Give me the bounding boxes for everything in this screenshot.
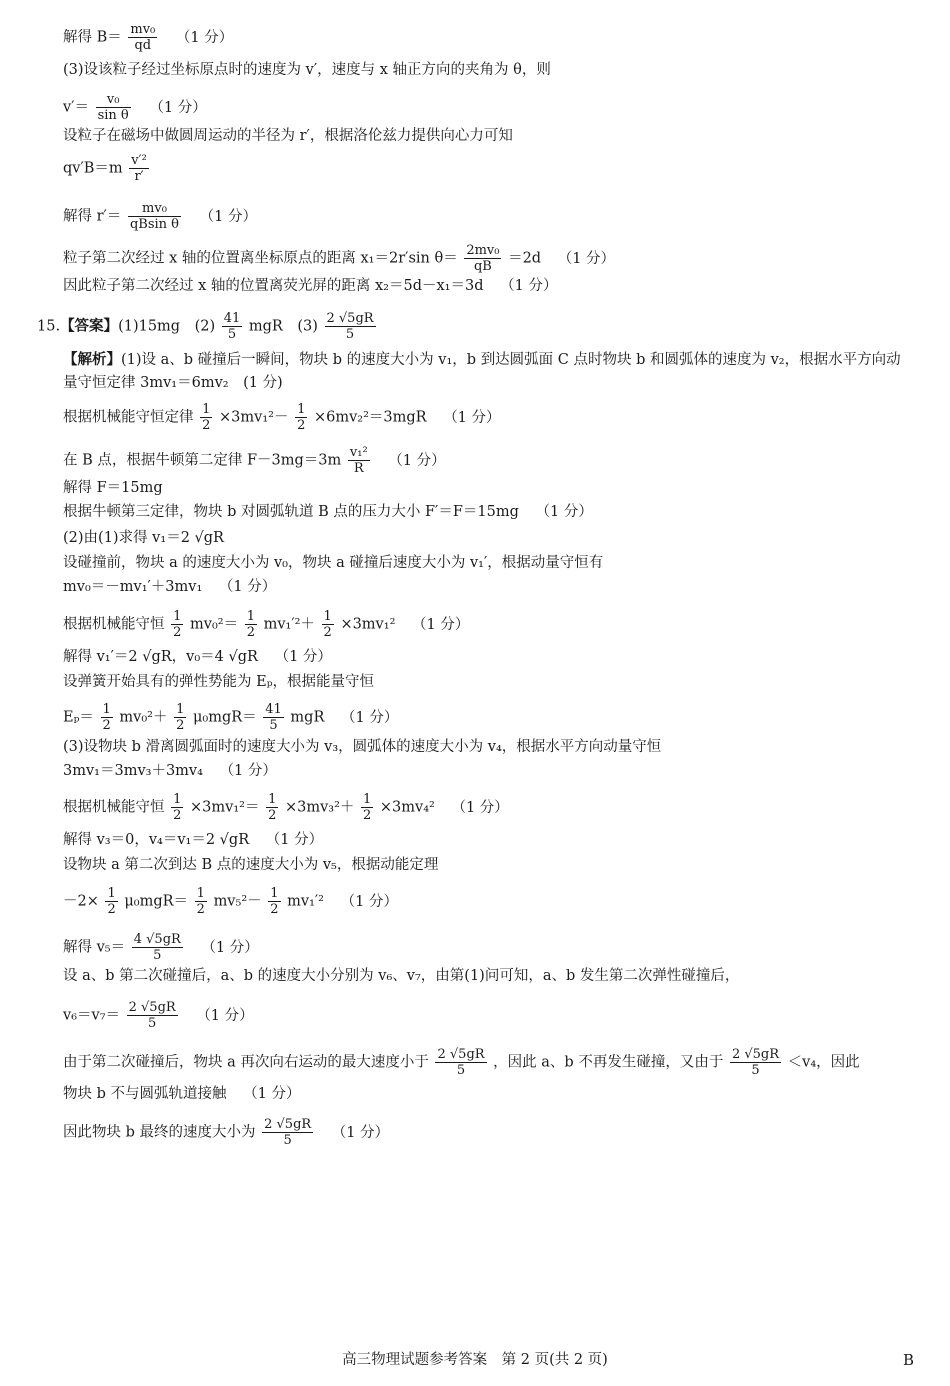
line-momentum-2: [63, 577, 276, 597]
text: mv₅²－: [213, 893, 262, 910]
numerator: 2 √5gR: [264, 1117, 312, 1132]
fraction: [171, 609, 183, 640]
line-energy-1: [63, 402, 501, 433]
score: （1 分）: [201, 939, 259, 956]
text: Eₚ＝: [63, 709, 94, 726]
denominator: 2: [196, 902, 205, 917]
denominator: qBsin θ: [129, 217, 179, 232]
line-solve-v5: [63, 932, 259, 963]
fraction: [266, 792, 278, 823]
denominator: 5: [269, 718, 278, 733]
page-footer: 高三物理试题参考答案 第 2 页(共 2 页): [342, 1352, 608, 1368]
numerator: 41: [223, 311, 241, 326]
line-spring-intro: 设弹簧开始具有的弹性势能为 Eₚ，根据能量守恒: [63, 674, 374, 690]
line-part3b-intro: (3)设物块 b 滑离圆弧面时的速度大小为 v₃，圆弧体的速度大小为 v₄，根据水平方向动量守恒: [63, 739, 662, 755]
fraction: [268, 886, 280, 917]
denominator: 2: [323, 625, 332, 640]
score: （1 分）: [331, 1124, 390, 1141]
text: (1)15mg (2): [118, 318, 216, 335]
line-energy-2: [63, 609, 469, 640]
text: 根据牛顿第三定律，物块 b 对圆弧轨道 B 点的压力大小 F′＝F＝15mg: [63, 504, 519, 520]
fraction: [129, 153, 149, 184]
numerator: 1: [297, 402, 306, 417]
fraction: [96, 92, 131, 123]
numerator: 2mv₀: [466, 243, 500, 258]
text: mgR (3): [248, 318, 318, 335]
score: （1 分）: [500, 278, 558, 294]
denominator: 2: [173, 625, 182, 640]
fraction: [200, 402, 212, 433]
denominator: qB: [473, 259, 492, 274]
line-work-energy: [63, 886, 398, 917]
line-conclusion-2: [63, 1084, 300, 1104]
line-analysis-1: [63, 348, 913, 395]
text: mv₀²＋: [119, 709, 168, 726]
text: mgR: [290, 709, 325, 726]
fraction: [245, 609, 257, 640]
denominator: 2: [176, 718, 185, 733]
denominator: 5: [283, 1133, 292, 1148]
line-Ep: [63, 702, 398, 733]
denominator: 5: [148, 1016, 157, 1031]
text: mv₀＝－mv₁′＋3mv₁: [63, 579, 203, 595]
numerator: 2 √5gR: [326, 311, 374, 326]
text: 解得 v₁′＝2 √gR，v₀＝4 √gR: [63, 649, 258, 665]
fraction: [127, 1000, 178, 1031]
score: （1 分）: [340, 709, 399, 726]
text: ×3mv₃²＋: [284, 799, 355, 816]
denominator: 5: [456, 1063, 466, 1078]
line-part2-v1: (2)由(1)求得 v₁＝2 √gR: [63, 530, 224, 546]
question-number: 15.: [37, 318, 61, 335]
fraction: [195, 886, 207, 917]
paper-version-mark: B: [903, 1351, 915, 1369]
text: 根据机械能守恒定律: [63, 409, 194, 426]
score: （1 分）: [243, 1086, 301, 1102]
numerator: 1: [107, 886, 116, 901]
score: （1 分）: [412, 616, 470, 633]
denominator: 2: [270, 902, 279, 917]
line-energy-3: [63, 792, 509, 823]
numerator: 1: [173, 792, 182, 807]
text: 由于第二次碰撞后，物块 a 再次向右运动的最大速度小于: [63, 1054, 429, 1071]
numerator: v₀: [96, 92, 131, 108]
fraction: [348, 445, 370, 476]
fraction: [171, 792, 183, 823]
numerator: 1: [202, 402, 211, 417]
text: －2×: [63, 893, 99, 910]
denominator: R: [353, 461, 364, 476]
line-newton2: [63, 445, 446, 476]
line-v-prime: [63, 92, 207, 123]
score: （1 分）: [443, 409, 501, 426]
line-solve-v3: [63, 830, 323, 850]
numerator: 2 √5gR: [128, 1000, 176, 1015]
numerator: 2 √5gR: [437, 1047, 485, 1062]
denominator: sin θ: [97, 108, 129, 123]
numerator: 2 √5gR: [731, 1047, 780, 1062]
text: 解得 r′＝: [63, 208, 122, 225]
score: （1 分）: [175, 29, 234, 46]
fraction: [101, 702, 113, 733]
text: μ₀mgR＝: [124, 893, 189, 910]
text: 3mv₁＝3mv₃＋3mv₄: [63, 763, 203, 779]
text: mv₁′²: [287, 893, 324, 910]
score: （1 分）: [199, 208, 257, 225]
score: （1 分）: [219, 763, 277, 779]
text: ×3mv₁²－: [219, 409, 289, 426]
denominator: 2: [297, 418, 306, 433]
score: （1 分）: [535, 504, 593, 520]
fraction: [128, 22, 157, 53]
fraction: [730, 1047, 781, 1078]
fraction: [262, 1117, 313, 1148]
text: mv₁′²＋: [263, 616, 315, 633]
fraction: [325, 311, 376, 342]
numerator: 1: [176, 702, 185, 717]
denominator: 2: [107, 902, 116, 917]
text: 粒子第二次经过 x 轴的位置离坐标原点的距离 x₁＝2r′sin θ＝: [63, 250, 458, 267]
line-conclusion-1: [63, 1047, 860, 1078]
text: μ₀mgR＝: [192, 709, 257, 726]
text: v′＝: [63, 99, 89, 116]
score: （1 分）: [274, 649, 332, 665]
fraction: [322, 609, 334, 640]
text: v₆＝v₇＝: [63, 1007, 121, 1024]
score: （1 分）: [557, 250, 616, 267]
numerator: 1: [196, 886, 205, 901]
line-solve-B: [63, 22, 233, 53]
line-lorentz: [63, 153, 151, 184]
line-radius-intro: 设粒子在磁场中做圆周运动的半径为 r′，根据洛伦兹力提供向心力可知: [63, 128, 513, 144]
numerator: 41: [265, 702, 282, 717]
numerator: 1: [102, 702, 111, 717]
denominator: 5: [227, 327, 237, 342]
text: mv₀²＝: [190, 616, 239, 633]
text: ＝2d: [508, 250, 542, 267]
numerator: 1: [246, 609, 255, 624]
line-x1: [63, 243, 615, 274]
text: ，因此 a、b 不再发生碰撞，又由于: [493, 1054, 724, 1071]
score: （1 分）: [340, 893, 398, 910]
score: （1 分）: [388, 452, 446, 469]
denominator: 2: [268, 808, 277, 823]
fraction: [128, 201, 181, 232]
line-v5-intro: 设物块 a 第二次到达 B 点的速度大小为 v₅，根据动能定理: [63, 857, 439, 873]
text: 解得 v₃＝0，v₄＝v₁＝2 √gR: [63, 832, 250, 848]
numerator: 1: [268, 792, 277, 807]
line-solve-v0: [63, 647, 332, 667]
denominator: 2: [102, 718, 111, 733]
text: 解得 v₅＝: [63, 939, 126, 956]
text: 在 B 点，根据牛顿第二定律 F－3mg＝3m: [63, 452, 342, 469]
denominator: 5: [751, 1063, 760, 1078]
score: （1 分）: [149, 99, 207, 116]
denominator: 2: [363, 808, 372, 823]
denominator: 5: [153, 948, 162, 963]
fraction: [361, 792, 373, 823]
text: (1)设 a、b 碰撞后一瞬间，物块 b 的速度大小为 v₁，b 到达圆弧面 C 点时物块 b 和圆弧体的速度为 v₂，根据水平方向动量守恒定律 3mv₁＝6mv₂ (1 分): [63, 352, 901, 391]
line-solve-F: 解得 F＝15mg: [63, 480, 163, 496]
score: （1 分）: [451, 799, 509, 816]
numerator: mv₀: [128, 201, 181, 217]
text: ×3mv₁²: [340, 616, 396, 633]
numerator: v′²: [131, 153, 147, 168]
text: 解得 B＝: [63, 29, 122, 46]
fraction: [464, 243, 501, 274]
numerator: 4 √5gR: [133, 932, 181, 947]
score: （1 分）: [218, 579, 277, 595]
denominator: qd: [134, 38, 152, 53]
text: 物块 b 不与圆弧轨道接触: [63, 1086, 227, 1102]
denominator: r′: [134, 169, 144, 184]
text: ＜v₄，因此: [787, 1054, 860, 1071]
line-v6-v7: [63, 1000, 254, 1031]
numerator: 1: [323, 609, 332, 624]
line-x2: [63, 276, 557, 296]
answer-label: 【答案】: [60, 317, 119, 335]
fraction: [263, 702, 284, 733]
text: 根据机械能守恒: [63, 616, 165, 633]
text: ×6mv₂²＝3mgR: [313, 409, 427, 426]
fraction: [295, 402, 307, 433]
line-q15-answer: [37, 311, 378, 342]
text: qv′B＝m: [63, 160, 123, 177]
line-part2-intro: 设碰撞前，物块 a 的速度大小为 v₀，物块 a 碰撞后速度大小为 v₁′，根据动量守恒有: [63, 555, 604, 571]
line-final-answer: [63, 1117, 389, 1148]
numerator: v₁²: [349, 445, 368, 460]
fraction: [132, 932, 183, 963]
denominator: 2: [202, 418, 211, 433]
line-second-collision: 设 a、b 第二次碰撞后，a、b 的速度大小分别为 v₆、v₇，由第(1)问可知，a、b 发生第二次弹性碰撞后，: [63, 968, 740, 984]
line-newton3: [63, 502, 593, 522]
fraction: [222, 311, 243, 342]
denominator: 5: [345, 327, 355, 342]
analysis-label: 【解析】: [63, 351, 121, 368]
text: ×3mv₄²: [379, 799, 435, 816]
numerator: 1: [270, 886, 279, 901]
line-part3-intro: (3)设该粒子经过坐标原点时的速度为 v′，速度与 x 轴正方向的夹角为 θ，则: [63, 62, 551, 78]
score: （1 分）: [265, 832, 324, 848]
fraction: [105, 886, 117, 917]
text: 因此粒子第二次经过 x 轴的位置离荧光屏的距离 x₂＝5d－x₁＝3d: [63, 278, 484, 294]
numerator: mv₀: [130, 22, 156, 37]
score: （1 分）: [196, 1007, 254, 1024]
fraction: [435, 1047, 486, 1078]
line-momentum-3: [63, 761, 277, 781]
text: ×3mv₁²＝: [190, 799, 260, 816]
line-solve-r: [63, 201, 257, 232]
text: 根据机械能守恒: [63, 799, 165, 816]
fraction: [174, 702, 186, 733]
text: 因此物块 b 最终的速度大小为: [63, 1124, 256, 1141]
numerator: 1: [363, 792, 372, 807]
denominator: 2: [173, 808, 182, 823]
numerator: 1: [173, 609, 182, 624]
denominator: 2: [246, 625, 255, 640]
